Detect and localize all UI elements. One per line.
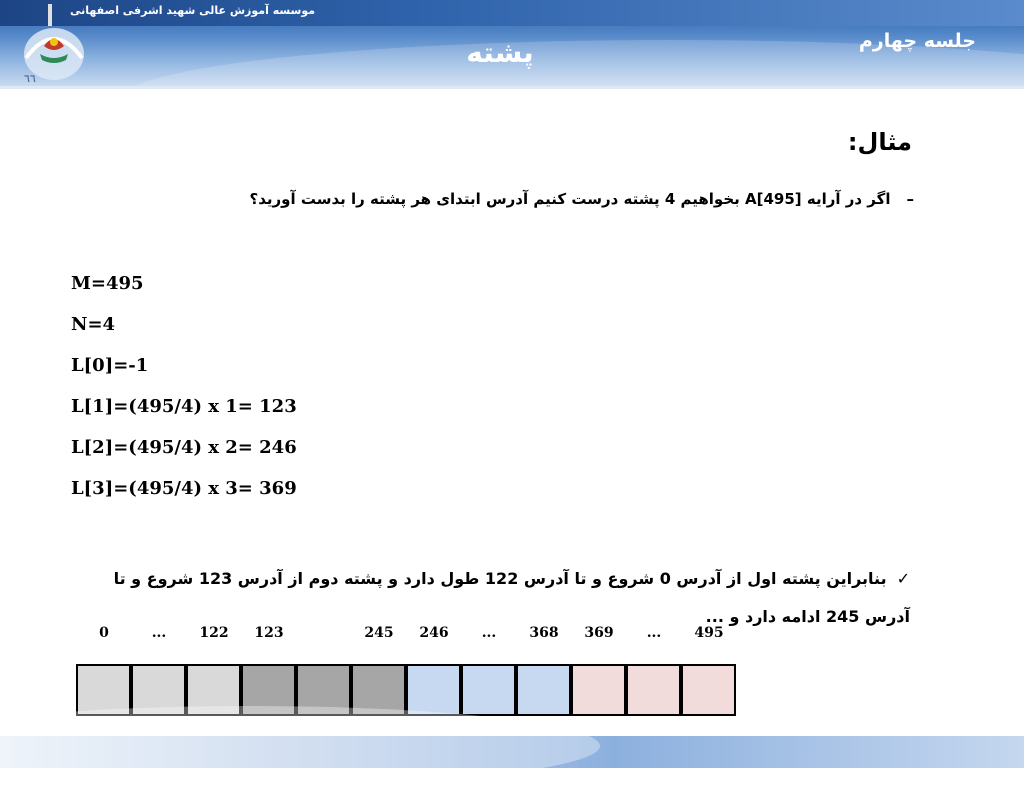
index-label: ... xyxy=(151,625,167,641)
index-label: 368 xyxy=(529,625,559,641)
example-heading: مثال: xyxy=(847,128,912,156)
conclusion-body: بنابراین پشته اول از آدرس 0 شروع و تا آدرس 122 طول دارد و پشته دوم از آدرس 123 شروع و تا آدرس 245 ادامه دارد و ... xyxy=(113,569,910,626)
code-line-l2: L[2]=(495/4) x 2= 246 xyxy=(71,437,297,458)
question-body: اگر در آرایه A[495] بخواهیم 4 پشته درست کنیم آدرس ابتدای هر پشته را بدست آورید؟ xyxy=(249,190,891,208)
index-label: 369 xyxy=(584,625,614,641)
index-label: ... xyxy=(481,625,497,641)
array-cell xyxy=(516,664,571,716)
question-text xyxy=(114,190,914,208)
index-label: 123 xyxy=(254,625,284,641)
array-cell xyxy=(571,664,626,716)
svg-text:٦٦: ٦٦ xyxy=(24,72,36,85)
index-label: 245 xyxy=(364,625,394,641)
code-line-n: N=4 xyxy=(71,314,116,335)
array-cell xyxy=(461,664,516,716)
index-label: 495 xyxy=(694,625,724,641)
index-label: 122 xyxy=(199,625,229,641)
page-title: پشته xyxy=(466,36,534,69)
code-line-l3: L[3]=(495/4) x 3= 369 xyxy=(71,478,297,499)
code-line-l1: L[1]=(495/4) x 1= 123 xyxy=(71,396,297,417)
slide-footer xyxy=(0,736,1024,768)
bullet-dash: – xyxy=(906,190,914,208)
header-divider xyxy=(0,86,1024,89)
institution-name: موسسه آموزش عالی شهید اشرفی اصفهانی xyxy=(70,4,316,17)
check-icon: ✓ xyxy=(896,569,910,588)
index-label: 246 xyxy=(419,625,449,641)
code-line-m: M=495 xyxy=(71,273,144,294)
index-label: ... xyxy=(646,625,662,641)
session-label: جلسه چهارم xyxy=(858,30,976,52)
code-line-l0: L[0]=-1 xyxy=(71,355,149,376)
array-cell xyxy=(406,664,461,716)
index-label: 0 xyxy=(99,625,109,641)
footer-wave-decoration xyxy=(0,706,600,786)
slide-header xyxy=(0,0,1024,86)
array-cell xyxy=(626,664,681,716)
array-cell xyxy=(681,664,736,716)
